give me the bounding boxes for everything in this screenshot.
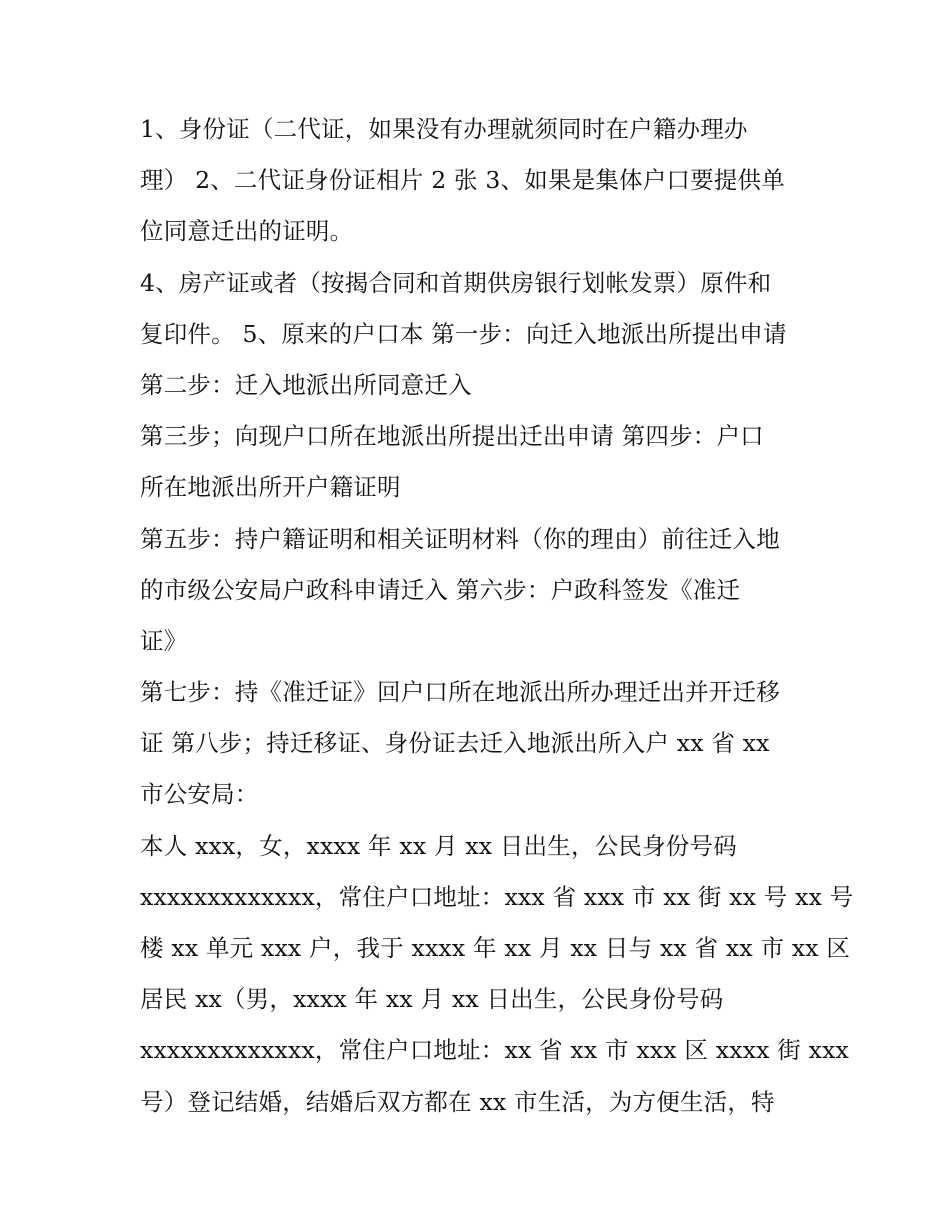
text-line: 复印件。 5、原来的户口本 第一步：向迁入地派出所提出申请 [140,319,787,348]
text-line: 第三步；向现户口所在地派出所提出迁出申请 第四步：户口 [140,422,764,451]
text-line: xxxxxxxxxxxxx，常住户口地址：xxx 省 xxx 市 xx 街 xx 号 xx 号 [140,882,854,911]
text-line: 理） 2、二代证身份证相片 2 张 3、如果是集体户口要提供单 [140,166,785,195]
text-line: 位同意迁出的证明。 [140,217,354,246]
document-body [140,104,854,1128]
text-line: 市公安局： [140,780,259,809]
text-line: 第二步：迁入地派出所同意迁入 [140,370,472,399]
text-line: 第七步：持《准迁证》回户口所在地派出所办理迁出并开迁移 [140,678,780,707]
text-line: 号）登记结婚，结婚后双方都在 xx 市生活，为方便生活，特 [140,1087,775,1116]
text-line: 本人 xxx，女，xxxx 年 xx 月 xx 日出生，公民身份号码 [140,831,737,860]
text-line: 证 第八步；持迁移证、身份证去迁入地派出所入户 xx 省 xx [140,729,770,758]
text-line: 第五步：持户籍证明和相关证明材料（你的理由）前往迁入地 [140,524,780,553]
text-line: 所在地派出所开户籍证明 [140,473,401,502]
text-line: 居民 xx（男，xxxx 年 xx 月 xx 日出生，公民身份号码 [140,985,724,1014]
text-line: 楼 xx 单元 xxx 户，我于 xxxx 年 xx 月 xx 日与 xx 省 xx 市 xx 区 [140,934,851,962]
text-line: xxxxxxxxxxxxx，常住户口地址：xx 省 xx 市 xxx 区 xxxx 街 xxx [140,1036,849,1065]
text-line: 1、身份证（二代证，如果没有办理就须同时在户籍办理办 [140,115,748,143]
text-line: 4、房产证或者（按揭合同和首期供房银行划帐发票）原件和 [140,268,772,297]
text-line: 的市级公安局户政科申请迁入 第六步：户政科签发《准迁 [140,575,741,604]
text-line: 证》 [140,626,188,655]
